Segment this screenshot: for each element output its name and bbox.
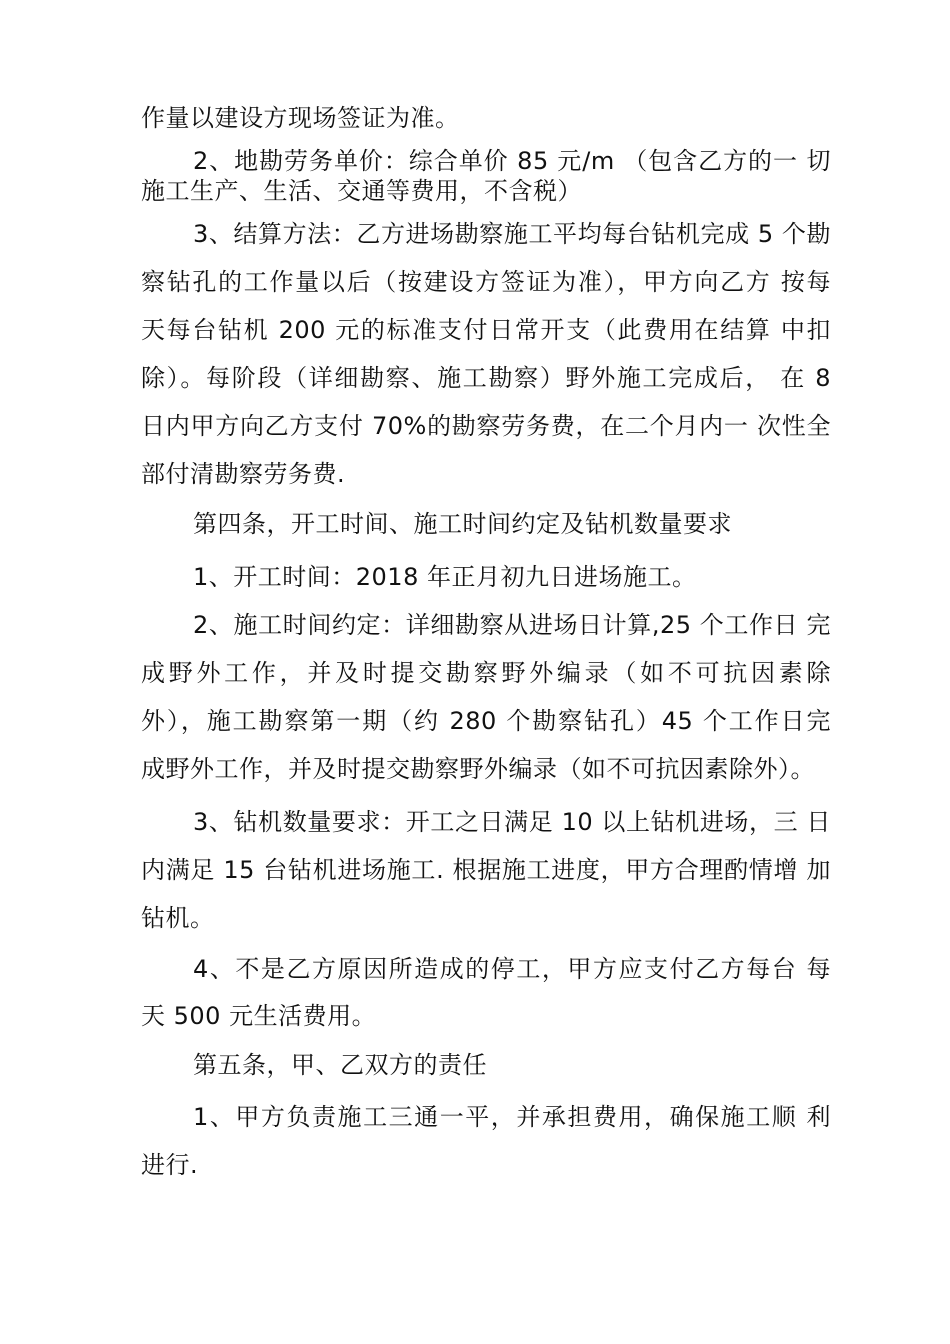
section-heading: 第四条，开工时间、施工时间约定及钻机数量要求 (193, 510, 732, 538)
paragraph-line: 作量以建设方现场签证为准。 (141, 104, 460, 132)
paragraph-line: 进行. (141, 1151, 199, 1179)
paragraph-line: 3、结算方法：乙方进场勘察施工平均每台钻机完成 5 个勘 (193, 220, 831, 248)
paragraph-line: 日内甲方向乙方支付 70%的勘察劳务费，在二个月内一 次性全 (141, 412, 831, 440)
paragraph-line: 施工生产、生活、交通等费用，不含税） (141, 177, 582, 205)
paragraph-line: 成野外工作，并及时提交勘察野外编录（如不可抗因素除 (141, 659, 831, 687)
paragraph-line: 成野外工作，并及时提交勘察野外编录（如不可抗因素除外）。 (141, 755, 815, 783)
paragraph-line: 4、不是乙方原因所造成的停工，甲方应支付乙方每台 每 (193, 955, 831, 983)
paragraph-line: 3、钻机数量要求：开工之日满足 10 以上钻机进场，三 日 (193, 808, 831, 836)
section-heading: 第五条，甲、乙双方的责任 (193, 1051, 487, 1079)
paragraph-line: 2、施工时间约定：详细勘察从进场日计算,25 个工作日 完 (193, 611, 831, 639)
paragraph-line: 察钻孔的工作量以后（按建设方签证为准），甲方向乙方 按每 (141, 268, 831, 296)
paragraph-line: 天 500 元生活费用。 (141, 1002, 377, 1030)
paragraph-line: 2、地勘劳务单价：综合单价 85 元/m （包含乙方的一 切 (193, 147, 831, 175)
paragraph-line: 天每台钻机 200 元的标准支付日常开支（此费用在结算 中扣 (141, 316, 831, 344)
paragraph-line: 外），施工勘察第一期（约 280 个勘察钻孔）45 个工作日完 (141, 707, 831, 735)
paragraph-line: 1、开工时间：2018 年正月初九日进场施工。 (193, 563, 697, 591)
paragraph-line: 内满足 15 台钻机进场施工. 根据施工进度，甲方合理酌情增 加 (141, 856, 831, 884)
paragraph-line: 钻机。 (141, 904, 215, 932)
paragraph-line: 1、甲方负责施工三通一平，并承担费用，确保施工顺 利 (193, 1103, 831, 1131)
paragraph-line: 除）。每阶段（详细勘察、施工勘察）野外施工完成后， 在 8 (141, 364, 831, 392)
paragraph-line: 部付清勘察劳务费. (141, 460, 346, 488)
